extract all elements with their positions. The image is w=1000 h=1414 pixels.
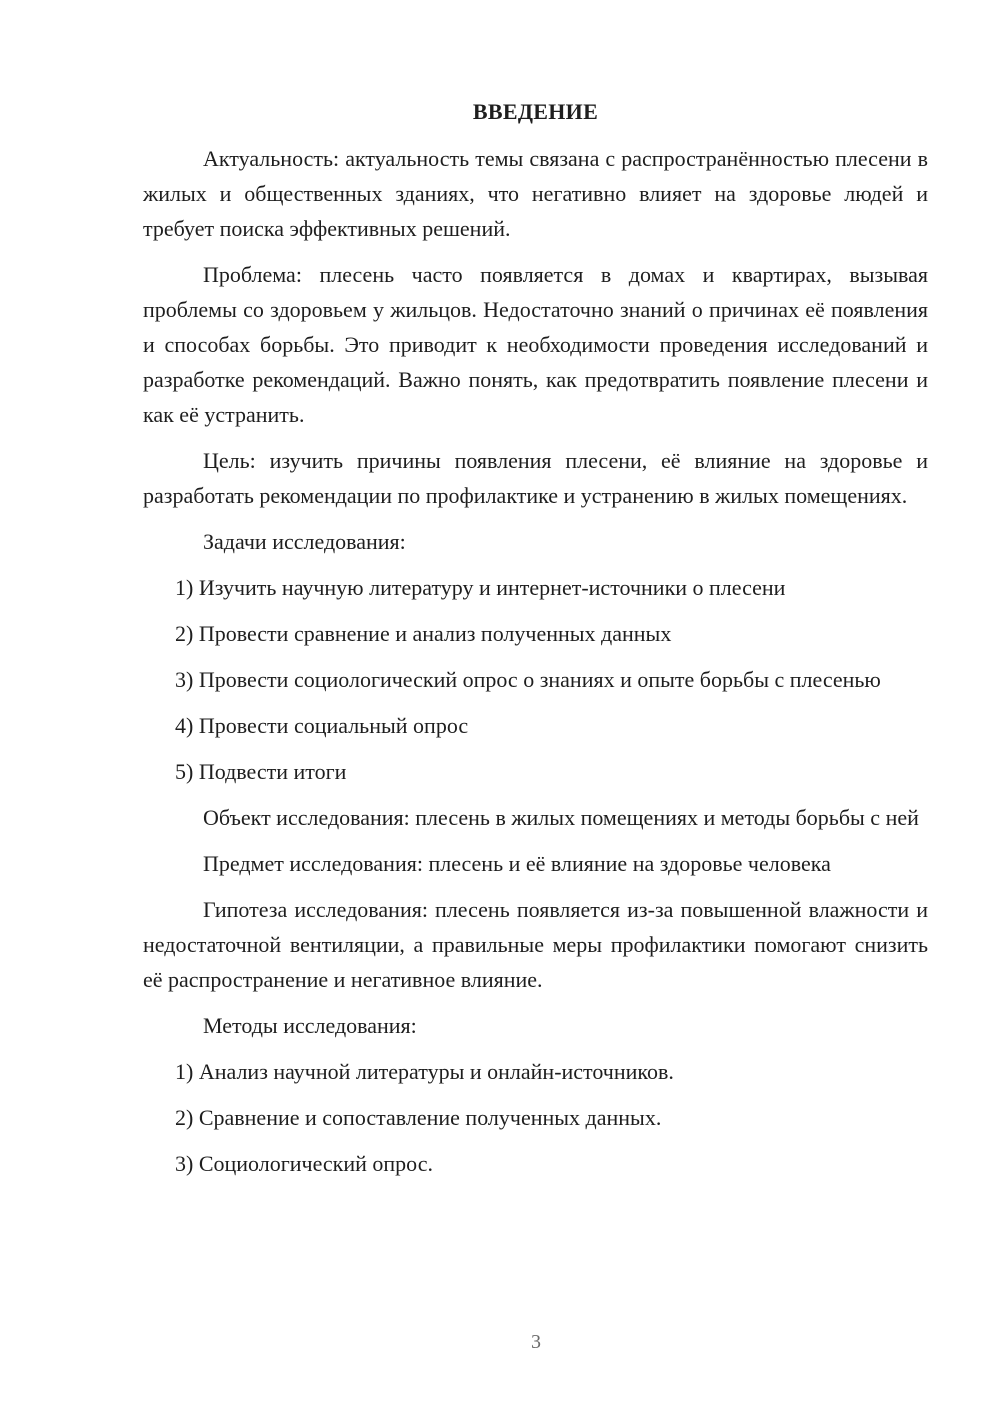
- task-item: 4) Провести социальный опрос: [175, 713, 469, 738]
- section-heading: ВВЕДЕНИЕ: [472, 99, 599, 124]
- page-content: [143, 94, 928, 1192]
- subject-paragraph: Предмет исследования: плесень и её влияние на здоровье человека: [203, 851, 831, 876]
- object-paragraph: Объект исследования: плесень в жилых помещениях и методы борьбы с ней: [203, 805, 919, 830]
- problem-paragraph: Проблема: плесень часто появляется в домах и квартирах, вызывая проблемы со здоровьем у жильцов. Недостаточно знаний о причинах её появления и способах борьбы. Это приводит к необходимости проведения исследований и разработке рекомендаций. Важно понять, как предотвратить появление плесени и как её устранить.: [143, 262, 928, 427]
- method-item: 1) Анализ научной литературы и онлайн-источников.: [175, 1059, 674, 1084]
- task-item: 1) Изучить научную литературу и интернет-источники о плесени: [175, 575, 786, 600]
- tasks-label: Задачи исследования:: [203, 529, 406, 554]
- methods-label: Методы исследования:: [203, 1013, 417, 1038]
- method-item: 3) Социологический опрос.: [175, 1151, 433, 1176]
- page-number: 3: [531, 1331, 541, 1353]
- task-item: 5) Подвести итоги: [175, 759, 347, 784]
- method-item: 2) Сравнение и сопоставление полученных данных.: [175, 1105, 662, 1130]
- hypothesis-paragraph: Гипотеза исследования: плесень появляется из-за повышенной влажности и недостаточной вентиляции, а правильные меры профилактики помогают снизить её распространение и негативное влияние.: [143, 897, 928, 992]
- relevance-paragraph: Актуальность: актуальность темы связана с распространённостью плесени в жилых и общественных зданиях, что негативно влияет на здоровье людей и требует поиска эффективных решений.: [143, 146, 928, 241]
- goal-paragraph: Цель: изучить причины появления плесени, её влияние на здоровье и разработать рекомендации по профилактике и устранению в жилых помещениях.: [143, 448, 928, 508]
- task-item: 2) Провести сравнение и анализ полученных данных: [175, 621, 672, 646]
- task-item: 3) Провести социологический опрос о знаниях и опыте борьбы с плесенью: [175, 667, 881, 692]
